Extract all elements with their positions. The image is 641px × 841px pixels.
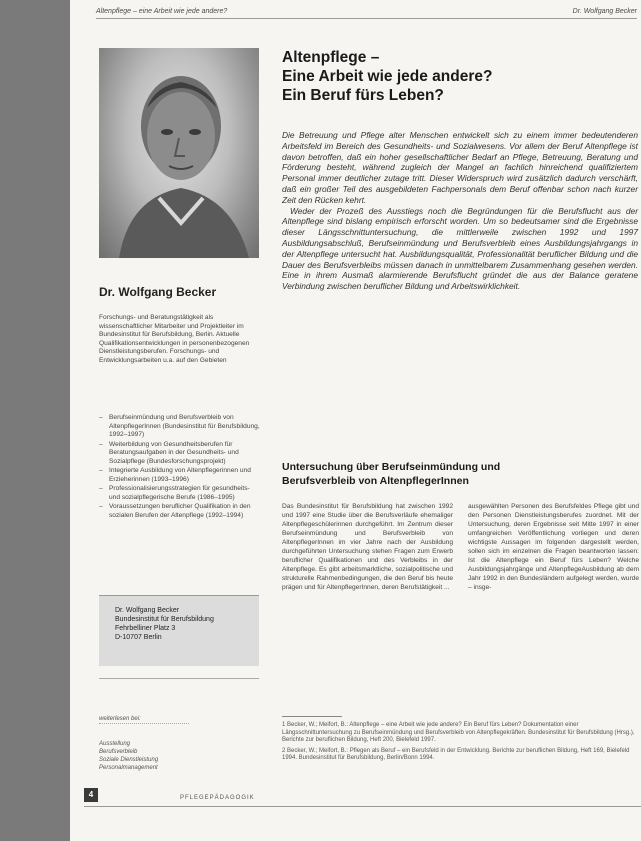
lead-paragraph: Weder der Prozeß des Ausstiegs noch die Begründungen für die Berufsflucht aus der Altenpflege sind bislang empirisch erforscht worden. Um so bedeutsamer sind die Ergebnisse dieser Längsschnittuntersuchung, die mittlerweile zwischen 1992 und 1997 Ausbildungsabschluß, Berufseinmündung und Berufsverbleib eines Ausbildungsjahrgangs in der Altenpflege untersucht hat. Ausbildungsqualität, Professionalität beruflicher Bildung und die Dauer des Berufsverbleibs müssen danach in unmittelbarem Zusammenhang gesehen werden. Eine in ihrem Ausmaß alarmierende Berufsflucht gründet die aus der Balance geratene Verbindung zwischen beruflicher Bildung und Arbeitswirklichkeit. xyxy=(282,205,638,292)
keyword-item: Personalmanagement xyxy=(99,765,158,771)
keyword-item: Soziale Dienstleistung xyxy=(99,757,159,763)
lead-paragraph: Die Betreuung und Pflege alter Menschen entwickelt sich zu einem immer bedeutenderen Arbeitsfeld im Bereich des Gesundheits- und Sozialwesens. Vor allem der Beruf Altenpflege ist davon betroffen, daß ein hoher gesellschaftlicher Bedarf an Pflege, Betreuung, Beratung und Förderung besteht, während zugleich der Mangel an fachlich hinreichend qualifiziertem Personal immer deutlicher zutage tritt. Dieser Widerspruch wird zusätzlich dadurch verschärft, daß ein großer Teil des ausgebildeten Fachpersonals dem Beruf offenbar schon nach kurzer Zeit den Rücken kehrt. xyxy=(282,130,638,205)
author-address-box xyxy=(99,595,259,666)
bio-list xyxy=(99,414,261,521)
portrait-image xyxy=(99,48,259,258)
footnote: 1 Becker, W.; Meifort, B.: Altenpflege – eine Arbeit wie jede andere? Ein Beruf fürs Leben? Dokumentation einer Längsschnittuntersuchung zu Berufseinmündung und Berufsverbleib von Altenpflegekräften. Bundesinstitut für Berufsbildung (Hrsg.), Berichte zur beruflichen Bildung, Heft 200, Bielefeld 1997. xyxy=(282,722,635,744)
footnote: 2 Becker, W.; Meifort, B.: Pflegen als Beruf – ein Berufsfeld in der Entwicklung. Berichte zur beruflichen Bildung, Heft 169, Bielefeld 1994. Bundesinstitut für Berufsbildung, Berlin/Bonn 1994. xyxy=(282,747,630,762)
title-line: Eine Arbeit wie jede andere? xyxy=(282,68,493,85)
page-number: 4 xyxy=(84,788,98,802)
keyword-item: Berufsverbleib xyxy=(99,749,138,755)
body-column-left: Das Bundesinstitut für Berufsbildung hat zwischen 1992 und 1997 eine Studie über die Berufsverläufe ehemaliger Altenpflegeschülerinnen durchgeführt. Im Zentrum dieser Berufseinmündung und Berufsverbleib von AltenpflegerInnen im vier Jahre nach der Ausbildung durchgeführten Untersuchung stehen Fragen zum Erwerb beruflicher Qualifikationen und des Verbleibs in der Altenpflege. Es gibt arbeitsmarktliche, sozialpolitische und strukturelle Rahmenbedingungen, die den Beruf bis heute prägen und für AltenpflegerInnen, deren Berufstätigkeit ... xyxy=(282,503,453,591)
address-line: Bundesinstitut für Berufsbildung xyxy=(115,616,214,623)
section-heading-line: Berufsverbleib von AltenpflegerInnen xyxy=(282,475,469,487)
section-heading xyxy=(282,460,500,488)
footnotes xyxy=(282,722,638,766)
footnote-rule xyxy=(282,716,342,717)
article-title xyxy=(282,48,492,105)
see-also-label xyxy=(99,715,189,724)
footer-journal-name: PFLEGEPÄDAGOGIK xyxy=(180,795,255,801)
keyword-list xyxy=(99,740,199,772)
author-name: Dr. Wolfgang Becker xyxy=(99,285,217,299)
address-line: Fehrbelliner Platz 3 xyxy=(115,625,176,632)
header-rule xyxy=(96,18,637,19)
sidebar-rule xyxy=(99,678,259,679)
bio-list-item: – Voraussetzungen beruflicher Qualifikation in den sozialen Berufen der Altenpflege (1992–1994) xyxy=(99,503,261,520)
bio-list-item: – Integrierte Ausbildung von Altenpflegerinnen und Erzieherinnen (1993–1996) xyxy=(99,467,261,484)
see-also-text: weiterlesen bei: xyxy=(99,715,189,724)
address-line: Dr. Wolfgang Becker xyxy=(115,607,180,614)
running-header-left: Altenpflege – eine Arbeit wie jede andere? xyxy=(96,8,228,15)
author-photo xyxy=(99,48,259,258)
title-line: Ein Beruf fürs Leben? xyxy=(282,87,444,104)
section-heading-line: Untersuchung über Berufseinmündung und xyxy=(282,461,501,473)
address-line: D-10707 Berlin xyxy=(115,634,162,641)
bio-list-item: – Professionalisierungsstrategien für gesundheits- und sozialpflegerische Berufe (1986–1995) xyxy=(99,485,261,502)
bio-list-item: – Weiterbildung von Gesundheitsberufen für Beratungsaufgaben in der Gesundheits- und Sozialpflege (Bundesforschungsprojekt) xyxy=(99,441,261,467)
body-column-right: ausgewählten Personen des Berufsfeldes Pflege gibt und den Personen Dienstleistungsberufes zuordnet. Mit der Untersuchung, deren Ergebnisse seit Mitte 1997 in einer umfangreichen Veröffentlichung vorliegen und deren wichtigste Aussagen im folgenden dargestellt werden, sollen sich im einzelnen die Fragen beantworten lassen: Ist die Altenpflege ein Beruf fürs Leben? Welche Ausbildungsjahrgänge und AltenpflegeAusbildung ab dem Jahr 1992 in den Bundesländern aufgelegt werden, wurde – insge- xyxy=(468,503,639,591)
title-line: Altenpflege – xyxy=(282,49,380,66)
running-header-right: Dr. Wolfgang Becker xyxy=(572,8,637,15)
document-page xyxy=(70,0,641,841)
keyword-item: Ausstellung xyxy=(99,741,131,747)
bio-list-item: – Berufseinmündung und Berufsverbleib von AltenpflegerInnen (Bundesinstitut für Berufsbildung, 1992–1997) xyxy=(99,414,261,440)
author-bio: Forschungs- und Beratungstätigkeit als wissenschaftlicher Mitarbeiter und Projektleiter im Bundesinstitut für Berufsbildung, Berlin. Aktuelle Qualifikationsentwicklungen in personenbezogenen Dienstleistungsberufen. Forschungs- und Entwicklungsarbeiten u.a. auf den Gebieten xyxy=(99,314,250,364)
article-lead xyxy=(282,130,638,292)
footer-rule xyxy=(84,806,641,807)
